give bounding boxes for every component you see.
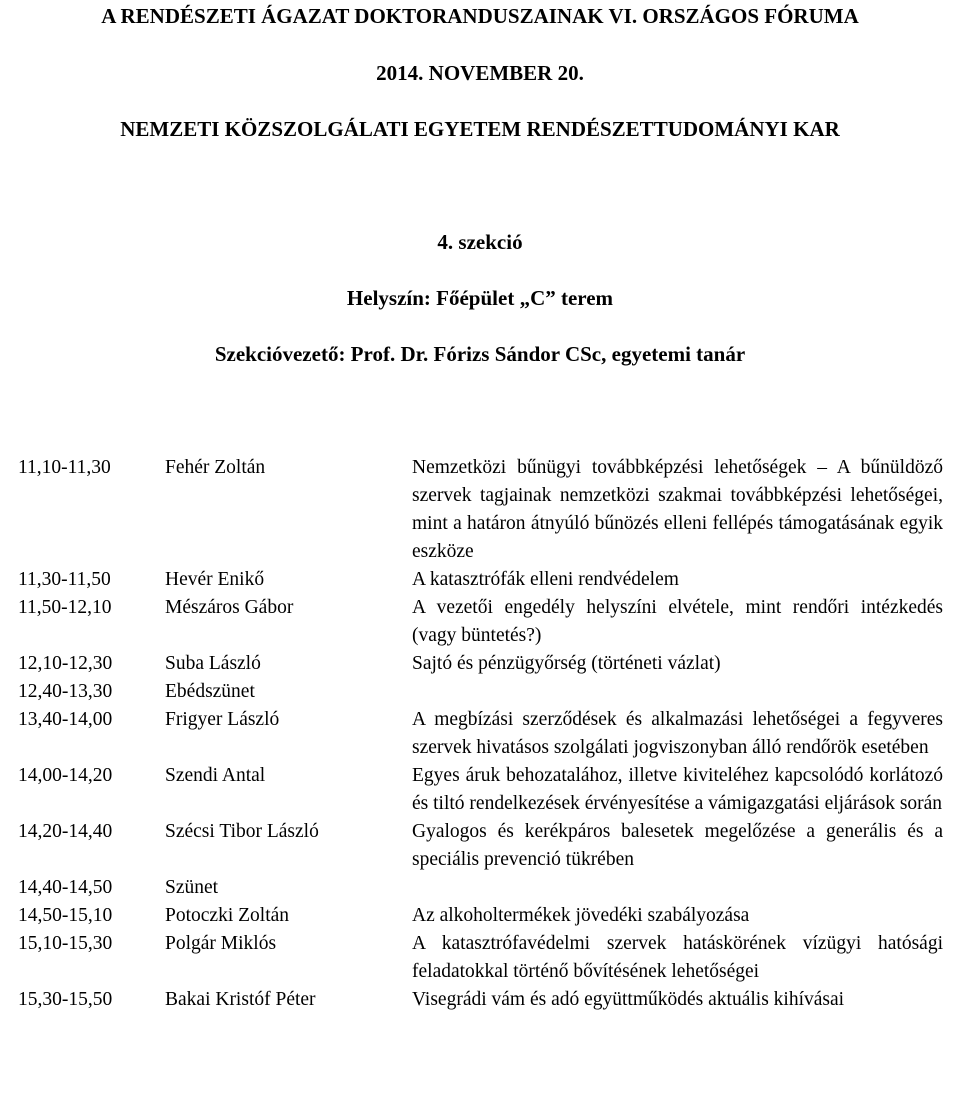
program-time: 11,30-11,50 <box>18 569 111 590</box>
program-title: Gyalogos és kerékpáros balesetek megelőzése a generális és a speciális prevenció tükrében <box>412 821 943 870</box>
program-title: A katasztrófák elleni rendvédelem <box>412 569 679 590</box>
program-row <box>18 874 943 902</box>
program-row <box>18 930 943 986</box>
program-time: 14,20-14,40 <box>18 821 113 842</box>
program-row <box>18 454 943 566</box>
program-row <box>18 566 943 594</box>
program-title <box>412 678 943 706</box>
program-speaker: Fehér Zoltán <box>165 457 266 478</box>
program-speaker: Szécsi Tibor László <box>165 821 319 842</box>
program-row <box>18 594 943 650</box>
program-time: 14,50-15,10 <box>18 905 113 926</box>
program-row <box>18 678 943 706</box>
program-title: A megbízási szerződések és alkalmazási lehetőségei a fegyveres szervek hivatásos szolgálati jogviszonyban álló rendőrök esetében <box>412 709 943 758</box>
program-title: Sajtó és pénzügyőrség (történeti vázlat) <box>412 653 721 674</box>
program-time: 15,10-15,30 <box>18 933 113 954</box>
program-speaker: Bakai Kristóf Péter <box>165 989 316 1010</box>
program-speaker: Ebédszünet <box>165 681 255 702</box>
program-time: 13,40-14,00 <box>18 709 113 730</box>
program-speaker: Suba László <box>165 653 261 674</box>
event-date: 2014. NOVEMBER 20. <box>376 61 584 85</box>
program-speaker: Szünet <box>165 877 219 898</box>
program-title <box>412 874 943 902</box>
program-row <box>18 762 943 818</box>
program-speaker: Polgár Miklós <box>165 933 277 954</box>
program-speaker: Szendi Antal <box>165 765 266 786</box>
program-row <box>18 986 943 1014</box>
program-time: 11,10-11,30 <box>18 457 111 478</box>
program-time: 12,10-12,30 <box>18 653 113 674</box>
venue: Helyszín: Főépület „C” terem <box>346 286 614 310</box>
program-title: Egyes áruk behozatalához, illetve kiviteléhez kapcsolódó korlátozó és tiltó rendelkezések érvényesítése a vámigazgatási eljárások során <box>412 765 943 814</box>
program-time: 14,40-14,50 <box>18 877 113 898</box>
program-table <box>18 454 943 1014</box>
program-speaker: Potoczki Zoltán <box>165 905 290 926</box>
program-speaker: Frigyer László <box>165 709 280 730</box>
section-chair: Szekcióvezető: Prof. Dr. Fórizs Sándor CSc, egyetemi tanár <box>214 342 746 366</box>
program-time: 15,30-15,50 <box>18 989 113 1010</box>
event-title: A RENDÉSZETI ÁGAZAT DOKTORANDUSZAINAK VI. ORSZÁGOS FÓRUMA <box>101 4 859 28</box>
program-title: Nemzetközi bűnügyi továbbképzési lehetőségek – A bűnüldöző szervek tagjainak nemzetközi szakmai továbbképzési lehetőségei, mint a határon átnyúló bűnözés elleni fellépés támogatásának egyik eszköze <box>412 457 943 562</box>
program-time: 12,40-13,30 <box>18 681 113 702</box>
program-row <box>18 650 943 678</box>
program-title: A vezetői engedély helyszíni elvétele, mint rendőri intézkedés (vagy büntetés?) <box>412 597 943 646</box>
section-title: 4. szekció <box>437 230 523 254</box>
institution-name: NEMZETI KÖZSZOLGÁLATI EGYETEM RENDÉSZETTUDOMÁNYI KAR <box>120 117 840 141</box>
program-title: A katasztrófavédelmi szervek hatáskörének vízügyi hatósági feladatokkal történő bővítésének lehetőségei <box>412 933 943 982</box>
program-time: 14,00-14,20 <box>18 765 113 786</box>
program-speaker: Hevér Enikő <box>165 569 265 590</box>
program-speaker: Mészáros Gábor <box>165 597 294 618</box>
program-time: 11,50-12,10 <box>18 597 112 618</box>
program-row <box>18 706 943 762</box>
program-row <box>18 818 943 874</box>
program-row <box>18 902 943 930</box>
program-title: Az alkoholtermékek jövedéki szabályozása <box>412 905 750 926</box>
program-title: Visegrádi vám és adó együttműködés aktuális kihívásai <box>412 989 845 1010</box>
